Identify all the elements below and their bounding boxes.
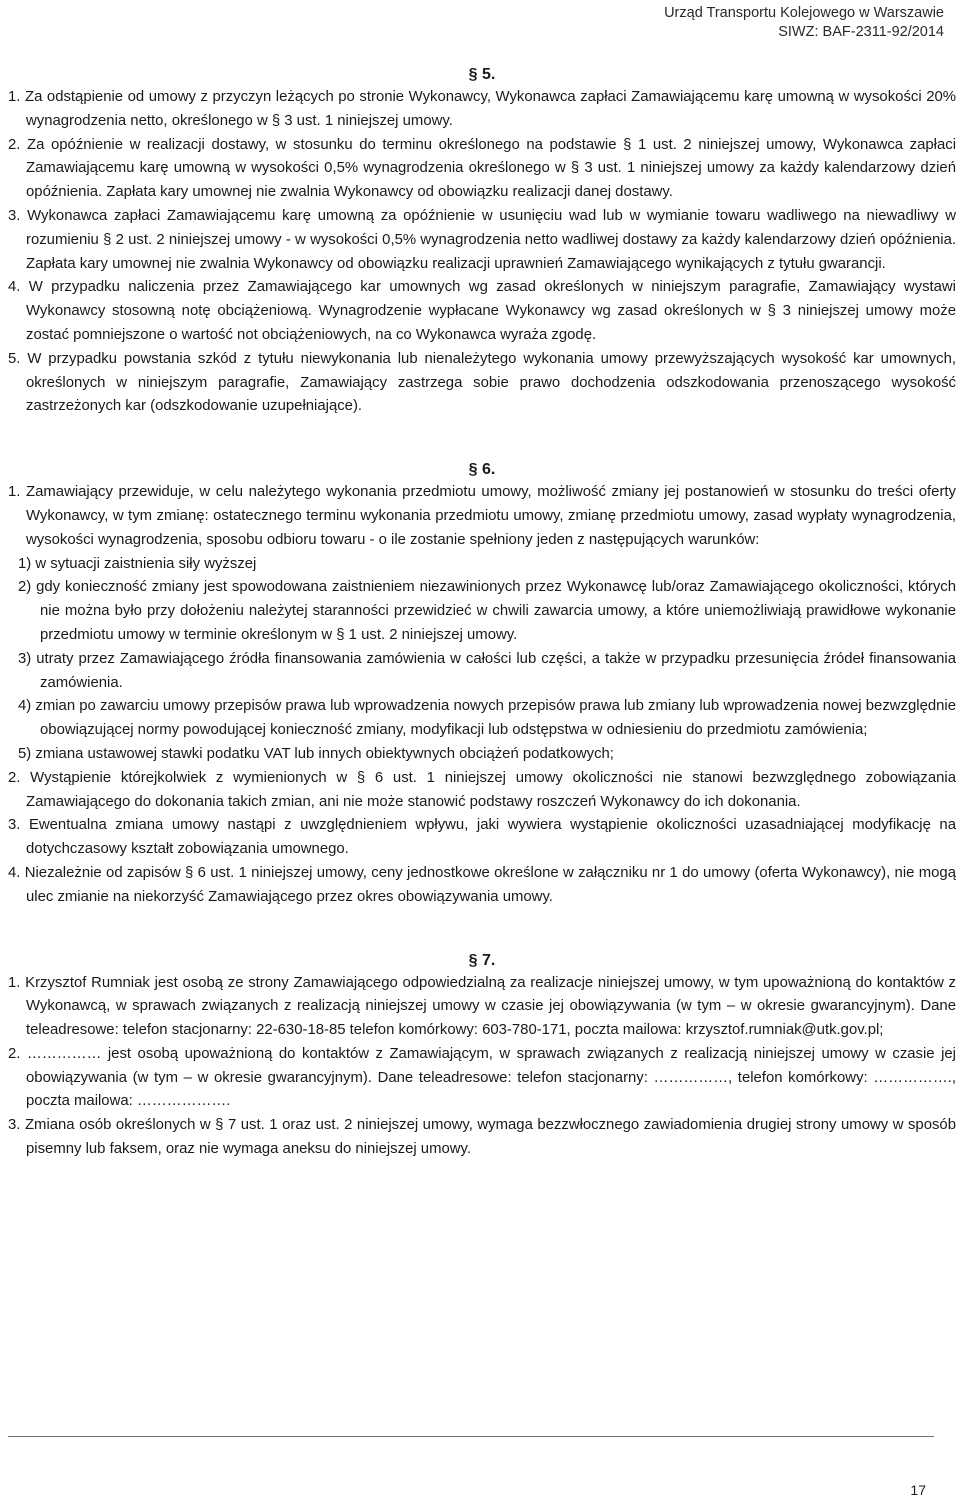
page-header [664, 4, 944, 42]
section-6-paragraph-2: 2. Wystąpienie którejkolwiek z wymienionych w § 6 ust. 1 niniejszej umowy okoliczności nie stanowi bezwzględnego zobowiązania Zamawiającego do dokonania takich zmian, ani nie może stanowić podstawy roszczeń Wykonawcy do ich dokonania. [8, 769, 956, 810]
section-7 [8, 950, 956, 1162]
section-6-title: § 6. [468, 461, 496, 479]
header-reference: SIWZ: BAF-2311-92/2014 [778, 24, 944, 40]
section-5-title: § 5. [468, 66, 496, 83]
section-6-condition-2: 2) gdy konieczność zmiany jest spowodowana zaistnieniem niezawinionych przez Wykonawcę lub/oraz Zamawiającego okoliczności, których nie można było przy dołożeniu należytej staranności przewidzieć w chwili zawarcia umowy, a które uniemożliwiają prawidłowe wykonanie przedmiotu umowy w terminie określonym w § 1 ust. 2 niniejszej umowy. [18, 579, 956, 643]
section-6-condition-3: 3) utraty przez Zamawiającego źródła finansowania zamówienia w całości lub części, a także w przypadku przesunięcia źródeł finansowania zamówienia. [18, 650, 956, 691]
document-body [8, 64, 956, 1162]
header-institution: Urząd Transportu Kolejowego w Warszawie [664, 5, 944, 21]
section-6-paragraph-4: 4. Niezależnie od zapisów § 6 ust. 1 niniejszej umowy, ceny jednostkowe określone w załączniku nr 1 do umowy (oferta Wykonawcy), nie mogą ulec zmianie na niekorzyść Zamawiającego przez okres obowiązywania umowy. [8, 864, 956, 905]
section-6-condition-4: 4) zmian po zawarciu umowy przepisów prawa lub wprowadzenia nowych przepisów prawa lub zmiany lub wprowadzenia nowej bezwzględnie obowiązującej normy powodującej konieczność zmiany, modyfikacji lub odstępstwa w odniesieniu do przedmiotu zamówienia; [18, 698, 956, 739]
section-spacer [8, 419, 956, 459]
footer-divider [8, 1436, 934, 1437]
section-7-paragraph-3: 3. Zmiana osób określonych w § 7 ust. 1 oraz ust. 2 niniejszej umowy, wymaga bezzwłocznego zawiadomienia drugiej strony umowy w sposób pisemny lub faksem, oraz nie wymaga aneksu do niniejszej umowy. [8, 1117, 956, 1158]
page-number: 17 [910, 1482, 926, 1498]
section-6-paragraph-1: 1. Zamawiający przewiduje, w celu należytego wykonania przedmiotu umowy, możliwość zmiany jej postanowień w stosunku do treści oferty Wykonawcy, w tym zmianę: ostatecznego terminu wykonania przedmiotu umowy, zmianę przedmiotu umowy, zasad wypłaty wynagrodzenia, wysokości wynagrodzenia, sposobu odbioru towaru - o ile zostanie spełniony jeden z następujących warunków: [8, 484, 956, 548]
section-6-condition-5: 5) zmiana ustawowej stawki podatku VAT lub innych obiektywnych obciążeń podatkowych; [18, 745, 614, 762]
section-5-paragraph-4: 4. W przypadku naliczenia przez Zamawiającego kar umownych wg zasad określonych w niniejszym paragrafie, Zamawiający wystawi Wykonawcy stosowną notę obciążeniową. Wynagrodzenie wypłacane Wykonawcy wg zasad określonych w § 3 niniejszej umowy może zostać pomniejszone o wartość not obciążeniowych, na co Wykonawca wyraża zgodę. [8, 279, 956, 343]
section-7-paragraph-1: 1. Krzysztof Rumniak jest osobą ze strony Zamawiającego odpowiedzialną za realizacje niniejszej umowy, w tym upoważnioną do kontaktów z Wykonawcą, w sprawach związanych z realizacją niniejszej umowy w czasie jej obowiązywania (w tym – w okresie gwarancyjnym). Dane teleadresowe: telefon stacjonarny: 22-630-18-85 telefon komórkowy: 603-780-171, poczta mailowa: krzysztof.rumniak@utk.gov.pl; [8, 974, 956, 1039]
section-5-paragraph-3: 3. Wykonawca zapłaci Zamawiającemu karę umowną za opóźnienie w usunięciu wad lub w wymianie towaru wadliwego na niewadliwy w rozumieniu § 2 ust. 2 niniejszej umowy - w wysokości 0,5% wynagrodzenia netto wadliwej dostawy za każdy kalendarzowy dzień opóźnienia. Zapłata kary umownej nie zwalnia Wykonawcy od obowiązku realizacji uprawnień Zamawiającego wynikających z tytułu gwarancji. [8, 207, 956, 272]
section-6 [8, 459, 956, 909]
section-6-condition-1: 1) w sytuacji zaistnienia siły wyższej [18, 555, 257, 572]
section-6-paragraph-3: 3. Ewentualna zmiana umowy nastąpi z uwzględnieniem wpływu, jaki wywiera wystąpienie okoliczności uzasadniającej modyfikację na dotychczasowy kształt zobowiązania umownego. [8, 817, 956, 858]
section-7-title: § 7. [468, 951, 496, 969]
section-7-paragraph-2: 2. …………… jest osobą upoważnioną do kontaktów z Zamawiającym, w sprawach związanych z realizacją niniejszej umowy w czasie jej obowiązywania (w tym – w okresie gwarancyjnym). Dane teleadresowe: telefon stacjonarny: ……………, telefon komórkowy: ……………., poczta mailowa: ………………. [8, 1045, 956, 1110]
section-5-paragraph-1: 1. Za odstąpienie od umowy z przyczyn leżących po stronie Wykonawcy, Wykonawca zapłaci Zamawiającemu karę umowną w wysokości 20% wynagrodzenia netto, określonego w § 3 ust. 1 niniejszej umowy. [8, 89, 956, 129]
section-5 [8, 64, 956, 419]
section-5-paragraph-2: 2. Za opóźnienie w realizacji dostawy, w stosunku do terminu określonego na podstawie § 1 ust. 2 niniejszej umowy, Wykonawca zapłaci Zamawiającemu karę umowną w wysokości 0,5% wynagrodzenia określonego w § 3 ust. 1 niniejszej umowy za każdy kalendarzowy dzień opóźnienia. Zapłata kary umownej nie zwalnia Wykonawcy od obowiązku realizacji danej dostawy. [8, 136, 956, 201]
section-spacer [8, 910, 956, 950]
section-5-paragraph-5: 5. W przypadku powstania szkód z tytułu niewykonania lub nienależytego wykonania umowy przewyższających wysokość kar umownych, określonych w niniejszym paragrafie, Zamawiający zastrzega sobie prawo dochodzenia odszkodowania przenoszącego wysokość zastrzeżonych kar (odszkodowanie uzupełniające). [8, 350, 956, 415]
